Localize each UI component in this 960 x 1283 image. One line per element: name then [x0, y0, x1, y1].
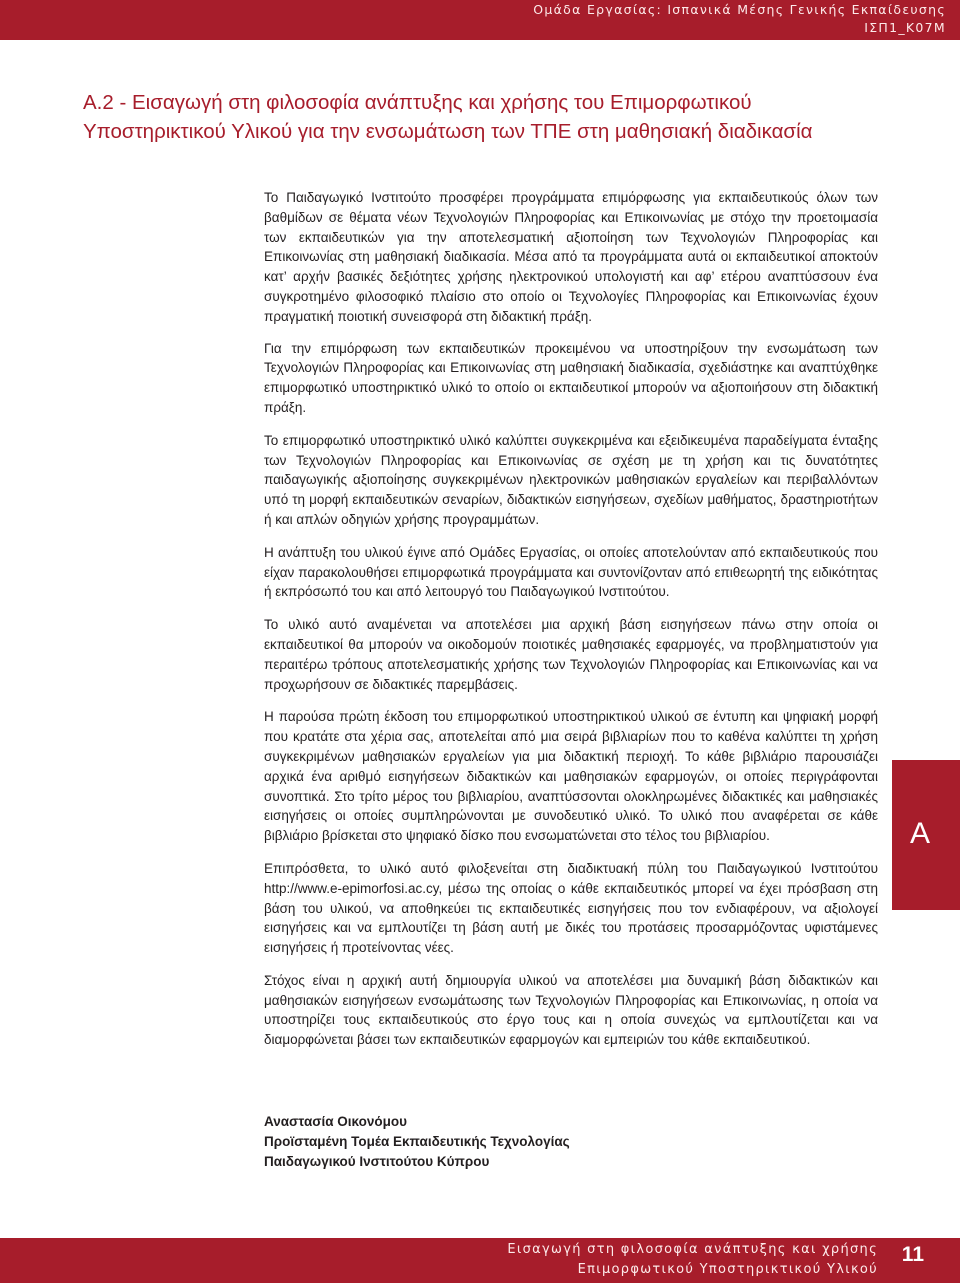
header-group-title: Ομάδα Εργασίας: Ισπανικά Μέσης Γενικής Εκπαίδευσης: [533, 2, 946, 17]
section-side-tab: [892, 760, 960, 910]
paragraph: Το επιμορφωτικό υποστηρικτικό υλικό καλύπτει συγκεκριμένα και εξειδικευμένα παραδείγματα ένταξης των Τεχνολογιών Πληροφορίας και Επικοινωνίας σε σχέση με τη χρήση και τις δυνατότητες παιδαγωγικής αξιοποίησης συγκεκριμένων ηλεκτρονικών μαθησιακών εργαλείων και περιβαλλόντων υπό τη μορφή εκπαιδευτικών σεναρίων, διδακτικών εισηγήσεων, σχεδίων μαθήματος, δραστηριοτήτων ή και απλών οδηγιών χρήσης προγραμμάτων.: [264, 432, 878, 527]
paragraph: Η ανάπτυξη του υλικού έγινε από Ομάδες Εργασίας, οι οποίες αποτελούνταν από εκπαιδευτικούς που είχαν παρακολουθήσει επιμορφωτικά προγράμματα και συντονίζονταν από επιθεωρητή της ειδικότητας ή εκπρόσωπό του και από λειτουργό του Παιδαγωγικού Ινστιτούτου.: [264, 544, 878, 600]
section-title: [83, 88, 943, 146]
section-title-line1: Α.2 - Εισαγωγή στη φιλοσοφία ανάπτυξης και χρήσης του Επιμορφωτικού: [83, 91, 752, 114]
section-letter: Α: [910, 817, 931, 850]
signature-role: Προϊσταμένη Τομέα Εκπαιδευτικής Τεχνολογίας: [264, 1133, 570, 1149]
signature-block: [264, 1112, 864, 1171]
paragraph: Επιπρόσθετα, το υλικό αυτό φιλοξενείται στη διαδικτυακή πύλη του Παιδαγωγικού Ινστιτούτου http://www.e-epimorfosi.ac.cy, μέσω της οποίας ο κάθε εκπαιδευτικός μπορεί να έχει πρόσβαση στη βάση του υλικού, να αποθηκεύει τις εκπαιδευτικές εισηγήσεις που τον ενδιαφέρουν, να αξιολογεί εισηγήσεις και να εμπλουτίζει τη βάση αυτή με δικές του προτάσεις προσαρμόζοντας υφιστάμενες εισηγήσεις ή προτείνοντας νέες.: [264, 860, 878, 956]
signature-name: Αναστασία Οικονόμου: [264, 1114, 407, 1129]
footer-title-line1: Εισαγωγή στη φιλοσοφία ανάπτυξης και χρήσης: [507, 1242, 878, 1257]
paragraph: Για την επιμόρφωση των εκπαιδευτικών προκειμένου να υποστηρίξουν την ενσωμάτωση των Τεχνολογιών Πληροφορίας και Επικοινωνίας στη μαθησιακή διαδικασία, σχεδιάστηκε και αναπτύχθηκε επιμορφωτικό υποστηρικτικό υλικό το οποίο οι εκπαιδευτικοί μπορούν να αξιοποιήσουν στη διδακτική πράξη.: [264, 340, 878, 415]
paragraph: Η παρούσα πρώτη έκδοση του επιμορφωτικού υποστηρικτικού υλικού σε έντυπη και ψηφιακή μορφή που κρατάτε στα χέρια σας, αποτελείται από μια σειρά βιβλιαρίων που το καθένα καλύπτει τη χρήση συγκεκριμένων μαθησιακών εργαλείων για μια διδακτική περιοχή. Το κάθε βιβλιάριο παρουσιάζει αρχικά ένα αριθμό εισηγήσεων διδακτικών και μαθησιακών εφαρμογών, οι οποίες περιγράφονται συνοπτικά. Στο τρίτο μέρος του βιβλιαρίου, αναπτύσσονται ολοκληρωμένες διδακτικές και μαθησιακές εισηγήσεις οι οποίες συμπληρώνονται με συνοδευτικό υλικό. Το υλικό που αναφέρεται σε κάθε βιβλιάριο βρίσκεται στο ψηφιακό δίσκο που ενσωματώνεται στο τέλος του βιβλιαρίου.: [264, 709, 878, 844]
signature-organization: Παιδαγωγικού Ινστιτούτου Κύπρου: [264, 1153, 490, 1169]
page-number: 11: [901, 1243, 924, 1266]
paragraph: Στόχος είναι η αρχική αυτή δημιουργία υλικού να αποτελέσει μια δυναμική βάση διδακτικών και μαθησιακών εισηγήσεων ενσωμάτωσης των Τεχνολογιών Πληροφορίας και Επικοινωνίας, η οποία να υποστηρίζει τους εκπαιδευτικούς στο έργο τους και η οποία συνεχώς να εμπλουτίζεται και να διαμορφώνεται βάσει των εκπαιδευτικών εφαρμογών και εμπειριών του κάθε εκπαιδευτικού.: [264, 972, 878, 1048]
footer-title-line2: Επιμορφωτικού Υποστηρικτικού Υλικού: [577, 1262, 878, 1277]
header-code: ΙΣΠ1_Κ07Μ: [864, 20, 946, 35]
footer-band: [0, 1238, 960, 1283]
paragraph: Το υλικό αυτό αναμένεται να αποτελέσει μια αρχική βάση εισηγήσεων πάνω στην οποία οι εκπαιδευτικοί θα μπορούν να οικοδομούν ποιοτικές μαθησιακές εφαρμογές, να προβληματιστούν για περαιτέρω τρόπους αποτελεσματικής χρήσης των Τεχνολογιών Πληροφορίας και Επικοινωνίας και να προχωρήσουν σε διδακτικές παρεμβάσεις.: [264, 617, 878, 692]
header-band: [0, 0, 960, 40]
body-text: [264, 188, 878, 1063]
paragraph: Το Παιδαγωγικό Ινστιτούτο προσφέρει προγράμματα επιμόρφωσης για εκπαιδευτικούς όλων των βαθμίδων σε θέματα νέων Τεχνολογιών Πληροφορίας και Επικοινωνίας με στόχο την προετοιμασία των εκπαιδευτικών για την αποτελεσματική αξιοποίηση των Τεχνολογιών Πληροφορίας και Επικοινωνίας στη μαθησιακή διαδικασία. Μέσα από τα προγράμματα αυτά οι εκπαιδευτικοί αποκτούν κατ’ αρχήν βασικές δεξιότητες χρήσης ηλεκτρονικού υπολογιστή και αφ’ ετέρου αναπτύσσουν ένα συγκροτημένο φιλοσοφικό πλαίσιο στο οποίο οι Τεχνολογίες Πληροφορίας και Επικοινωνίας έχουν πραγματική ποιοτική συνεισφορά στη διδακτική πράξη.: [264, 190, 878, 324]
section-title-line2: Υποστηρικτικού Υλικού για την ενσωμάτωση των ΤΠΕ στη μαθησιακή διαδικασία: [83, 120, 813, 143]
